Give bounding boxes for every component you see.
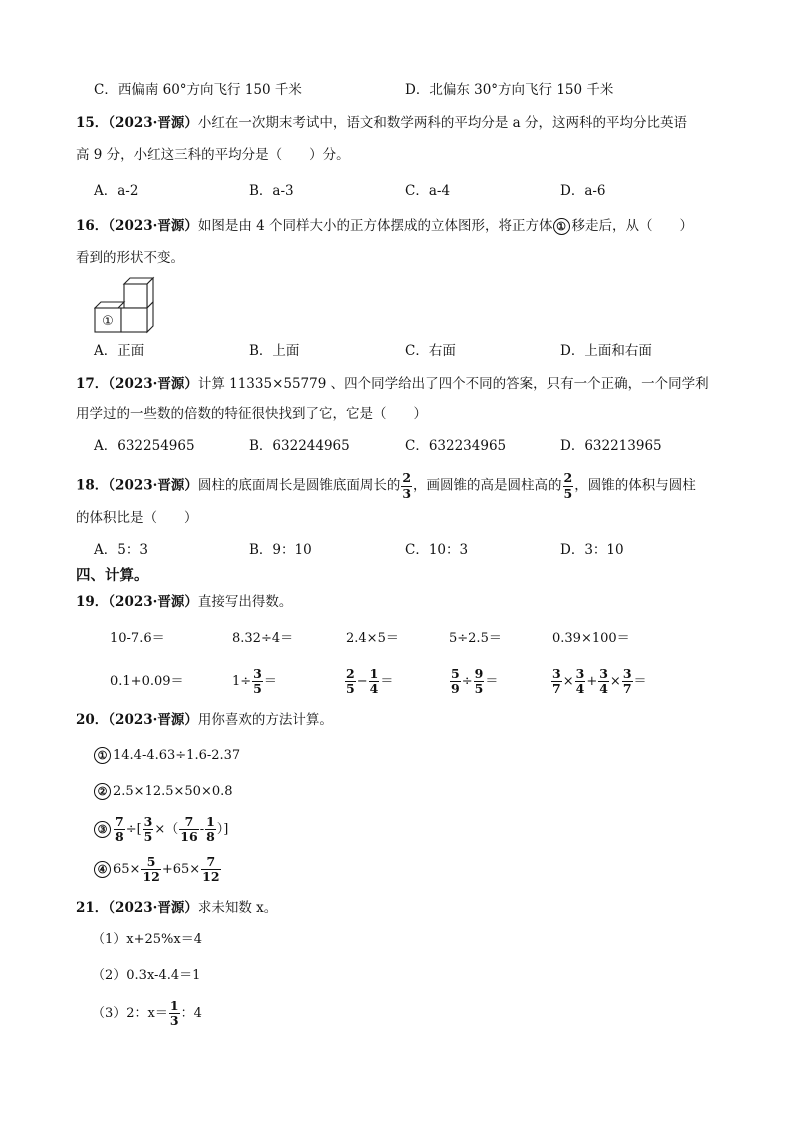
q16-option-c: C．右面 [405,343,456,359]
fraction: $\frac{2}{5}$ [563,470,573,501]
calc-item: 8.32÷4＝ [232,631,294,646]
question-source: （2023·晋源） [108,594,198,610]
q16-option-d: D．上面和右面 [560,343,652,359]
calc-item: 10-7.6＝ [110,631,165,646]
calc-item: 2.4×5＝ [346,631,399,646]
q18-option-b: B．9：10 [249,542,312,558]
q18-line2: 的体积比是（ ） [76,510,198,526]
q15-option-d: D．a-6 [560,183,606,199]
fraction: $\frac{5}{12}$ [142,853,160,884]
q18-line1 [76,472,696,500]
q15-line2: 高 9 分，小红这三科的平均分是（ ）分。 [76,147,350,163]
cube-top-face [95,302,124,308]
calc-item: ① 14.4-4.63÷1.6-2.37 [94,746,240,766]
q16-option-a: A．正面 [94,343,145,359]
q17-line2: 用学过的一些数的倍数的特征很快找到了它，它是（ ） [76,406,427,422]
q17-line1 [76,374,709,394]
question-text: ，画圆锥的高是圆柱高的 [413,477,562,494]
q14-option-d: D．北偏东 30°方向飞行 150 千米 [405,82,614,98]
fraction: $\frac{1}{8}$ [206,813,215,844]
fraction: $\frac{3}{5}$ [143,813,153,844]
section-heading: 四、计算。 [76,567,149,584]
calc-item: 1÷ $\frac{3}{5}$ ＝ [232,665,277,696]
q17-option-d: D．632213965 [560,438,662,454]
cube-figure [94,276,166,334]
fraction: $\frac{2}{3}$ [402,470,412,501]
question-number: 17． [76,376,109,392]
calc-item: $\frac{5}{9}$ ÷ $\frac{9}{5}$ ＝ [451,665,499,696]
q17-option-c: C．632234965 [405,438,507,454]
q20-line1 [76,710,333,730]
circled-number: ③ [94,821,111,838]
question-number: 21． [76,900,109,916]
circled-number: ① [94,747,111,764]
q16-option-b: B．上面 [249,343,300,359]
q16-line2: 看到的形状不变。 [76,250,184,266]
equation-item: （2）0.3x-4.4＝1 [92,968,201,983]
cube-front-face [121,308,147,332]
fraction: $\frac{3}{7}$ [622,665,632,696]
question-text-end: 移走后，从（ ） [571,218,693,234]
question-number: 19． [76,594,109,610]
q15-option-a: A．a-2 [94,183,139,199]
question-source: （2023·晋源） [108,900,198,916]
question-source: （2023·晋源） [108,376,198,392]
fraction: $\frac{5}{9}$ [451,665,460,696]
q15-option-b: B．a-3 [249,183,294,199]
calc-item: 0.1+0.09＝ [110,674,184,689]
calc-item: ③ $\frac{7}{8}$ ÷[ $\frac{3}{5}$ ×（ $\frac{7}{16}$ - $\frac{1}{8}$ ）] [94,812,228,848]
q21-line1 [76,898,277,918]
cube-side-face [147,302,153,332]
fraction: $\frac{3}{5}$ [253,665,262,696]
circled-number: ② [94,783,111,800]
question-source: （2023·晋源） [108,218,198,234]
question-text: 计算 11335×55779 、四个同学给出了四个不同的答案，只有一个正确，一个同学利 [197,376,709,392]
fraction: $\frac{1}{3}$ [169,997,179,1028]
calc-item: 5÷2.5＝ [449,631,502,646]
cube-front-face [124,284,147,308]
fraction: $\frac{7}{16}$ [180,813,198,844]
equation-item: （1）x+25%x＝4 [92,932,202,947]
question-text: 如图是由 4 个同样大小的正方体摆成的立体图形，将正方体 [197,218,553,234]
question-text: 直接写出得数。 [197,594,293,610]
question-text: 圆柱的底面周长是圆锥底面周长的 [197,477,401,494]
question-text: 用你喜欢的方法计算。 [197,712,333,728]
q18-option-a: A．5：3 [94,542,148,558]
calc-item: ② 2.5×12.5×50×0.8 [94,782,233,802]
question-text: 小红在一次期末考试中，语文和数学两科的平均分是 a 分，这两科的平均分比英语 [197,115,687,131]
q15-option-c: C．a-4 [405,183,451,199]
fraction: $\frac{7}{12}$ [202,853,220,884]
q17-option-b: B．632244965 [249,438,350,454]
q19-line1 [76,592,292,612]
q15-line1 [76,113,687,133]
q17-option-a: A．632254965 [94,438,195,454]
fraction: $\frac{2}{5}$ [346,665,355,696]
calc-item: $\frac{3}{7}$ × $\frac{3}{4}$ + $\frac{3}{4}$ × $\frac{3}{7}$ ＝ [552,665,647,696]
fraction: $\frac{7}{8}$ [115,813,124,844]
question-source: （2023·晋源） [108,115,198,131]
question-number: 15． [76,115,109,131]
question-text: ，圆锥的体积与圆柱 [574,477,696,494]
q16-line1 [76,216,693,236]
calc-item: ④ 65× $\frac{5}{12}$ +65× $\frac{7}{12}$ [94,852,222,888]
fraction: $\frac{3}{7}$ [552,665,561,696]
question-source: （2023·晋源） [108,712,198,728]
q18-option-d: D．3：10 [560,542,624,558]
question-number: 20． [76,712,109,728]
fraction: $\frac{3}{4}$ [575,665,585,696]
question-text: 求未知数 x。 [197,900,278,916]
q14-option-c: C．西偏南 60°方向飞行 150 千米 [94,82,302,98]
fraction: $\frac{1}{4}$ [369,665,379,696]
calc-item: 0.39×100＝ [552,631,630,646]
circled-number: ④ [94,861,111,878]
equation-item: （3）2：x＝ $\frac{1}{3}$ ：4 [92,997,202,1028]
fraction: $\frac{9}{5}$ [474,665,484,696]
calc-item: $\frac{2}{5}$ − $\frac{1}{4}$ ＝ [346,665,394,696]
question-source: （2023·晋源） [108,477,198,494]
question-number: 16． [76,218,109,234]
circled-number: ① [553,218,570,235]
figure-label: ① [102,314,114,329]
q18-option-c: C．10：3 [405,542,469,558]
fraction: $\frac{3}{4}$ [599,665,608,696]
question-number: 18． [76,477,109,494]
